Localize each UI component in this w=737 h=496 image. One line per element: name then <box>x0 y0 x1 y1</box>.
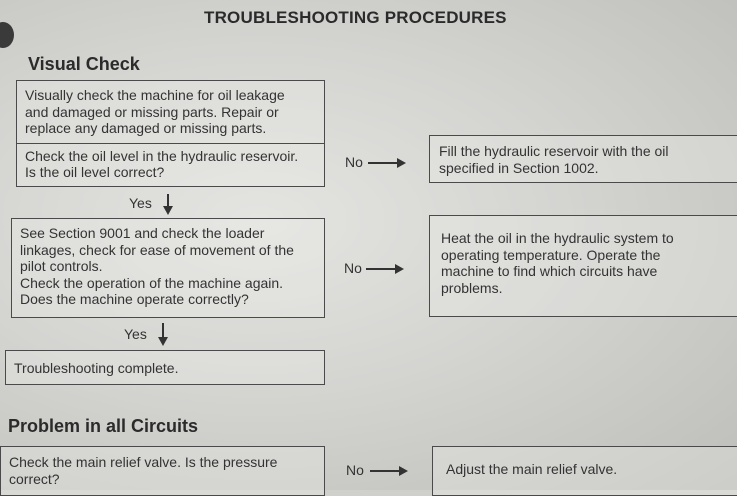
arrow-right-icon <box>370 470 406 472</box>
no-label-3: No <box>346 462 364 478</box>
loader-linkage-check: See Section 9001 and check the loader linkages, check for ease of movement of the pilot controls. Check the operation of the machine again. Does the machine operate correctly? <box>20 225 294 307</box>
visual-inspection-step: Visually check the machine for oil leakage and damaged or missing parts. Repair or replace any damaged or missing parts. <box>25 87 285 136</box>
heat-oil-action-box <box>429 215 737 317</box>
fill-reservoir-action-box <box>429 135 737 183</box>
loader-linkage-check-box <box>11 218 325 318</box>
arrow-down-icon <box>167 194 169 212</box>
fill-reservoir-action: Fill the hydraulic reservoir with the oil specified in Section 1002. <box>439 143 669 176</box>
troubleshooting-complete-box <box>5 350 325 385</box>
page-title: TROUBLESHOOTING PROCEDURES <box>204 8 507 27</box>
arrow-right-icon <box>368 162 404 164</box>
main-relief-check: Check the main relief valve. Is the pressure correct? <box>9 454 278 487</box>
visual-check-box <box>16 80 325 187</box>
heat-oil-action: Heat the oil in the hydraulic system to operating temperature. Operate the machine to find which circuits have problems. <box>441 230 674 296</box>
yes-label-1: Yes <box>129 195 152 211</box>
adjust-relief-action-box <box>432 446 737 496</box>
main-relief-check-box <box>0 446 325 496</box>
oil-level-question: Check the oil level in the hydraulic reservoir. Is the oil level correct? <box>25 147 299 180</box>
arrow-right-icon <box>366 268 402 270</box>
box-divider <box>17 143 324 144</box>
yes-label-2: Yes <box>124 326 147 342</box>
no-label-1: No <box>345 154 363 170</box>
adjust-relief-action: Adjust the main relief valve. <box>446 461 618 477</box>
no-label-2: No <box>344 260 362 276</box>
troubleshooting-complete: Troubleshooting complete. <box>14 360 179 376</box>
section-heading-all-circuits: Problem in all Circuits <box>8 416 199 436</box>
section-heading-visual-check: Visual Check <box>28 54 140 74</box>
arrow-down-icon <box>162 323 164 343</box>
